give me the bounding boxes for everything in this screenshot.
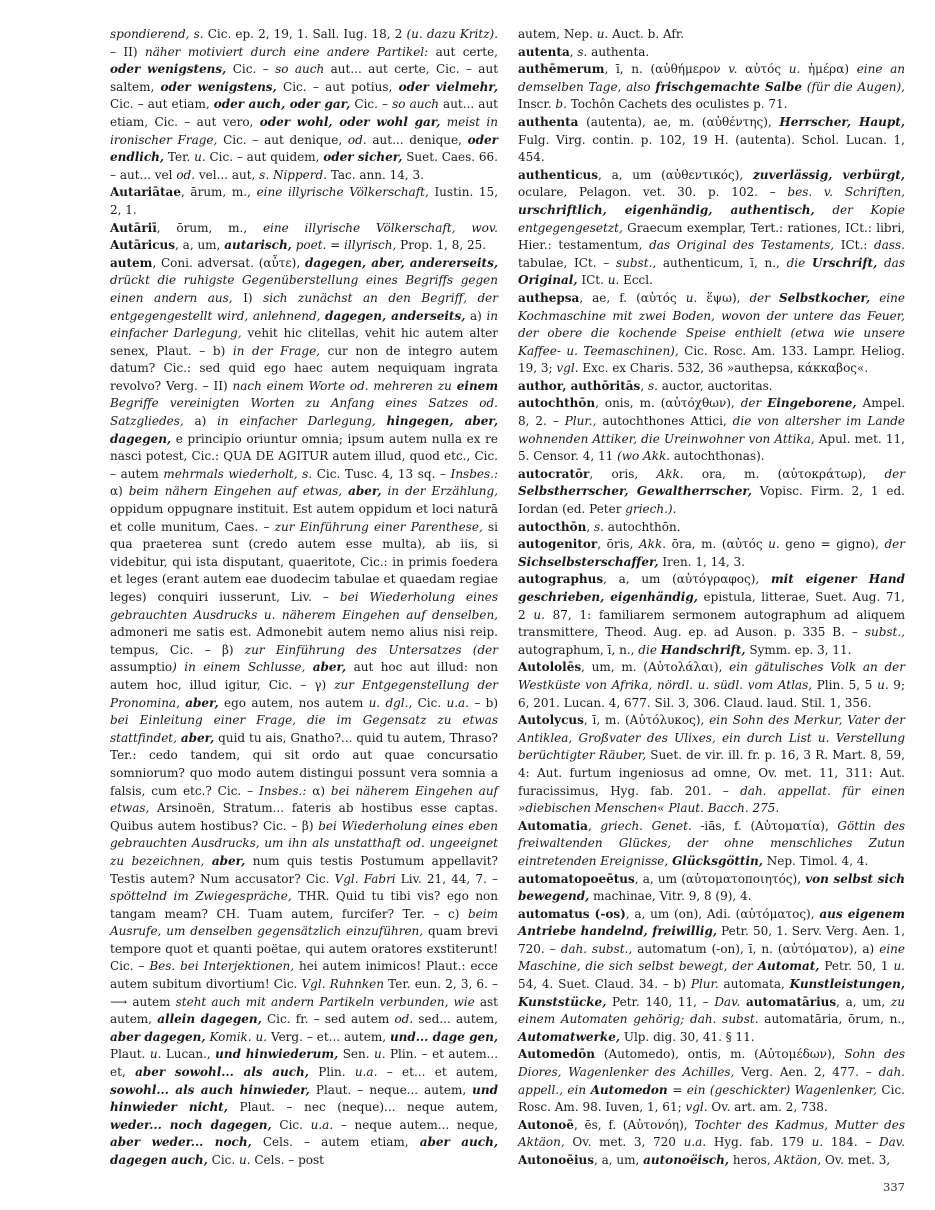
entry-automatopoeetus: automatopoeētus, a, um (αὐτοματοποιητός), von selbst sich bewegend, machinae, Vitr. 9, 8 (9), 4. xyxy=(518,871,905,904)
right-column xyxy=(518,26,905,1170)
entry-autololes: Autololēs, um, m. (Αὐτολάλαι), ein gätulisches Volk an der Westküste von Afrika, nördl. u. südl. vom Atlas, Plin. 5, 5 u. 9; 6, 201. Lucan. 4, 677. Sil. 3, 306. Claud. laud. Stil. 1, 356. xyxy=(518,660,905,710)
entry-authepsa: authepsa, ae, f. (αὐτός u. ἕψω), der Selbstkocher, eine Kochmaschine mit zwei Boden, wovon der untere das Feuer, der obere die kochende Speise enthielt (etwa wie unsere Kaffee- u. Teemaschinen), Cic. Rosc. Am. 133. Lampr. Heliog. 19, 3; vgl. Exc. ex Charis. 532, 36 »authepsa, κάκκαβος«. xyxy=(518,290,905,376)
entry-authenticus: authenticus, a, um (αὐθεντικός), zuverlässig, verbürgt, oculare, Pelagon. vet. 30. p. 102. – bes. v. Schriften, urschriftlich, eigenhändig, authentisch, der Kopie entgegengesetzt, Graecum exemplar, Tert.: rationes, ICt.: libri, Hier.: testamentum, das Original des Testaments, ICt.: dass. tabulae, ICt. – subst., authenticum, ī, n., die Urschrift, das Original, ICt. u. Eccl. xyxy=(518,167,905,288)
entry-autochthon: autochthōn, onis, m. (αὐτόχθων), der Eingeborene, Ampel. 8, 2. – Plur., autochthones Attici, die von altersher im Lande wohnenden Attiker, die Ureinwohner von Attika, Apul. met. 11, 5. Censor. 4, 11 (wo Akk. autochthonas). xyxy=(518,396,906,464)
entry-automedon: Automedōn (Automedo), ontis, m. (Αὐτομέδων), Sohn des Diores, Wagenlenker des Achilles, Verg. Aen. 2, 477. – dah. appell., ein Automedon = ein (geschickter) Wagenlenker, Cic. Rosc. Am. 98. Iuven, 1, 61; vgl. Ov. art. am. 2, 738. xyxy=(518,1047,905,1115)
entry-autonoe: Autonoē, ēs, f. (Αὐτονόη), Tochter des Kadmus, Mutter des Aktäon, Ov. met. 3, 720 u.a. Hyg. fab. 179 u. 184. – Dav. Autonoēius, a, um, autonoëisch, heros, Aktäon, Ov. met. 3, xyxy=(518,1117,905,1167)
entry-autem: autem, Coni. adversat. (αὖτε), dagegen, aber, andererseits, drückt die ruhigste Gegenüberstellung eines Begriffs gegen einen andern aus, I) sich zunächst an den Begriff, der entgegengestellt wird, anlehnend, dagegen, anderseits, a) in einfacher Darlegung, vehit hic clitellas, vehit hic autem alter senex, Plaut. – b) in der Frage, cur non de integro autem datum? Cic.: sed quid ego haec autem nequiquam ingrata revolvo? Verg. – II) nach einem Worte od. mehreren zu einem Begriffe vereinigten Worten zu Anfang eines Satzes od. Satzgliedes, a) in einfacher Darlegung, hingegen, aber, dagegen, e principio oriuntur omnia; ipsum autem nulla ex re nasci potest, Cic.: QUA DE AGITUR autem illud, quod etc., Cic. – autem mehrmals wiederholt, s. Cic. Tusc. 4, 13 sq. – Insbes.: α) beim nähern Eingehen auf etwas, aber, in der Erzählung, oppidum oppugnare instituit. Est autem oppidum et loci naturā et colle munitum, Caes. – zur Einführung einer Parenthese, si qua praeterea sunt (credo autem esse multa), ab iis, si videbitur, qui ista disputant, quaeritote, Cic.: in primis foedera et leges (erant autem eae duodecim tabulae et quaedam regiae leges) conquiri iusserunt, Liv. – bei Wiederholung eines gebrauchten Ausdrucks u. näherem Eingehen auf denselben, admoneri me satis est. Admonebit autem nemo alius nisi reip. tempus, Cic. – β) zur Einführung des Untersatzes (der assumptio) in einem Schlusse, aber, aut hoc aut illud: non autem hoc, illud igitur, Cic. – γ) zur Entgegenstellung der Pronomina, aber, ego autem, nos autem u. dgl., Cic. u.a. – b) bei Einleitung einer Frage, die im Gegensatz zu etwas stattfindet, aber, quid tu ais, Gnatho?... quid tu autem, Thraso? Ter.: cedo tandem, qui sit ordo aut quae concursatio somniorum? quo modo autem distingui possunt vera somnia a falsis, cum etc.? Cic. – Insbes.: α) bei näherem Eingehen auf etwas, Arsinoën, Stratum... fateris ab hostibus esse captas. Quibus autem hostibus? Cic. – β) bei Wiederholung eines eben gebrauchten Ausdrucks, um ihn als unstatthaft od. ungeeignet zu bezeichnen, aber, num quis testis Postumum appellavit? Testis autem? Num accusator? Cic. Vgl. Fabri Liv. 21, 44, 7. – spöttelnd im Zwiegespräche, THR. Quid tu tibi vis? ego non tangam meam? CH. Tuam autem, furcifer? Ter. – c) beim Ausrufe, um denselben gegensätzlich einzuführen, quam brevi tempore quot et quanti poëtae, qui autem oratores exstiterunt! Cic. – Bes. bei Interjektionen, hei autem inimicos! Plaut.: ecce autem subitum divortium! Cic. Vgl. Ruhnken Ter. eun. 2, 3, 6. – ⟶ autem steht auch mit andern Partikeln verbunden, wie ast autem, allein dagegen, Cic. fr. – sed autem od. sed... autem, aber dagegen, Komik. u. Verg. – et... autem, und... dage gen, Plaut. u. Lucan., und hinwiederum, Sen. u. Plin. – et autem... et, aber sowohl... als auch, Plin. u.a. – et... et autem, sowohl... als auch hinwieder, Plaut. – neque... autem, und hinwieder nicht, Plaut. – nec (neque)... neque autem, weder... noch dagegen, Cic. u.a. – neque autem... neque, aber weder... noch, Cels. – autem etiam, aber auch, dagegen auch, Cic. u. Cels. – post xyxy=(110,255,499,1167)
entry-autem-continued: spondierend, s. Cic. ep. 2, 19, 1. Sall. Iug. 18, 2 (u. dazu Kritz). – II) näher motiviert durch eine andere Partikel: aut certe, oder wenigstens, Cic. – so auch aut... aut certe, Cic. – aut saltem, oder wenigstens, Cic. – aut potius, oder vielmehr, Cic. – aut etiam, oder auch, oder gar, Cic. – so auch aut... aut etiam, Cic. – aut vero, oder wohl, oder wohl gar, meist in ironischer Frage, Cic. – aut denique, od. aut... denique, oder endlich, Ter. u. Cic. – aut quidem, oder sicher, Suet. Caes. 66. – aut... vel od. vel... aut, s. Nipperd. Tac. ann. 14, 3. xyxy=(110,27,499,182)
entry-automatia: Automatia, griech. Genet. -iās, f. (Αὐτοματία), Göttin des freiwaltenden Glückes, der ohne menschliches Zutun eintretenden Ereignisse, Glücksgöttin, Nep. Timol. 4, 4. xyxy=(518,818,905,868)
entry-autolycus: Autolycus, ī, m. (Αὐτόλυκος), ein Sohn des Merkur, Vater der Antiklea, Großvater des Ulixes, ein durch List u. Verstellung berüchtigter Räuber, Suet. de vir. ill. fr. p. 16, 3 R. Mart. 8, 59, 4: Aut. furtum ingeniosus ad omne, Ov. met. 11, 311: Aut. furacissimus, Hyg. fab. 201. – dah. appellat. für einen »diebischen Menschen« Plaut. Bacch. 275. xyxy=(518,713,906,816)
entry-authenta: authenta (autenta), ae, m. (αὐθέντης), Herrscher, Haupt, Fulg. Virg. contin. p. 102, 19 H. (autenta). Schol. Lucan. 1, 454. xyxy=(518,114,905,165)
left-column xyxy=(110,26,498,1170)
entry-autariatae: Autariātae, ārum, m., eine illyrische Völkerschaft, Iustin. 15, 2, 1. xyxy=(110,185,499,217)
entry-autem-end: autem, Nep. u. Auct. b. Afr. xyxy=(518,27,685,41)
entry-autographus: autographus, a, um (αὐτόγραφος), mit eigener Hand geschrieben, eigenhändig, epistula, litterae, Suet. Aug. 71, 2 u. 87, 1: familiarem sermonem autographum ad aliquem transmittere, Theod. Aug. ep. ad Auson. p. 335 B. – subst., autographum, ī, n., die Handschrift, Symm. ep. 3, 11. xyxy=(518,572,905,657)
page-number: 337 xyxy=(883,1180,905,1194)
entry-autarii: Autāriī, ōrum, m., eine illyrische Völkerschaft, wov. Autāricus, a, um, autarisch, poet. = illyrisch, Prop. 1, 8, 25. xyxy=(110,220,498,253)
entry-autenta: autenta, s. authenta. xyxy=(518,44,650,59)
entry-autogenitor: autogenitor, ōris, Akk. ōra, m. (αὐτός u. geno = gigno), der Sichselbsterschaffer, Iren. 1, 14, 3. xyxy=(518,537,906,569)
entry-author: author, authōritās, s. auctor, auctoritas. xyxy=(518,378,773,393)
entry-automatus: automatus (-os), a, um (on), Adi. (αὐτόματος), aus eigenem Antriebe handelnd, freiwillig, Petr. 50, 1. Serv. Verg. Aen. 1, 720. – dah. subst., automatum (-on), ī, n. (αὐτόματον), a) eine Maschine, die sich selbst bewegt, der Automat, Petr. 50, 1 u. 54, 4. Suet. Claud. 34. – b) Plur. automata, Kunstleistungen, Kunststücke, Petr. 140, 11, – Dav. automatārius, a, um, zu einem Automaten gehörig; dah. subst. automatāria, ōrum, n., Automatwerke, Ulp. dig. 30, 41. § 11. xyxy=(518,906,906,1044)
entry-autocrator: autocratōr, oris, Akk. ora, m. (αὐτοκράτωρ), der Selbstherrscher, Gewaltherrscher, Vopisc. Firm. 2, 1 ed. Iordan (ed. Peter griech.). xyxy=(518,466,906,517)
entry-authemerum: authēmerum, ī, n. (αὐθήμερον v. αὐτός u. ἡμέρα) eine an demselben Tage, also frischgemachte Salbe (für die Augen), Inscr. b. Tochôn Cachets des oculistes p. 71. xyxy=(518,62,906,112)
entry-autocthon: autocthōn, s. autochthōn. xyxy=(518,519,681,534)
